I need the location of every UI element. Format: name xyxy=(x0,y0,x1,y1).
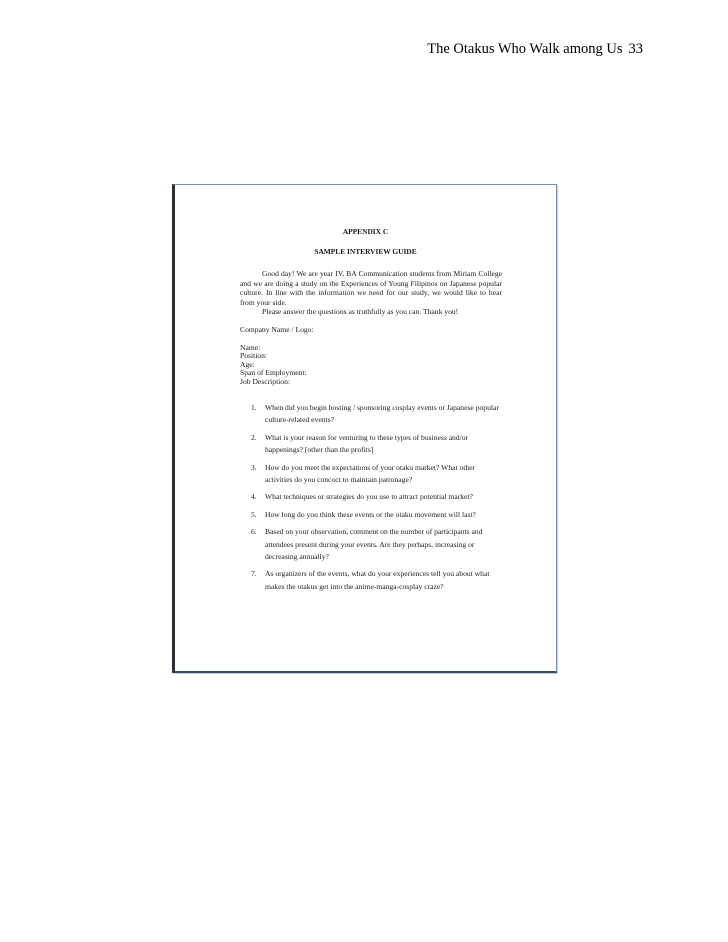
respondent-fields xyxy=(240,344,307,386)
running-title: The Otakus Who Walk among Us xyxy=(427,41,623,57)
question-text: What techniques or strategies do you use to attract potential market? xyxy=(265,492,473,502)
question-item xyxy=(251,526,503,563)
intro-text xyxy=(240,269,502,317)
question-number: 1. xyxy=(251,403,257,412)
question-number: 2. xyxy=(251,432,257,442)
question-text: When did you begin hosting / sponsoring cosplay events or Japanese popular culture-related events? xyxy=(265,403,499,425)
question-item xyxy=(251,432,503,457)
question-text: How long do you think these events or the otaku movement will last? xyxy=(265,509,476,519)
question-text: As organizers of the events, what do your experiences tell you about what makes the otakus get into the anime-manga-cosplay craze? xyxy=(265,569,490,591)
question-number: 4. xyxy=(251,492,257,502)
field-position: Position: xyxy=(240,351,268,361)
running-head xyxy=(427,41,643,58)
question-item xyxy=(251,491,503,503)
question-item xyxy=(251,509,503,521)
company-label: Company Name / Logo: xyxy=(240,325,314,334)
intro-paragraph: Good day! We are year IV, BA Communication students from Miriam College and we are doing a study on the Experiences of Young Filipinos on Japanese popular culture. In line with the information we need for our study, we would like to hear from your side. xyxy=(240,269,502,307)
field-name: Name: xyxy=(240,343,261,352)
question-item xyxy=(251,568,503,593)
appendix-title: APPENDIX C xyxy=(342,227,389,236)
question-number: 5. xyxy=(251,509,257,519)
question-text: How do you meet the expectations of your otaku market? What other activities do you concoct to maintain patronage? xyxy=(265,462,476,485)
intro-request: Please answer the questions as truthfully as you can. Thank you! xyxy=(262,307,459,317)
guide-title: SAMPLE INTERVIEW GUIDE xyxy=(314,247,417,256)
appendix-figure xyxy=(172,184,557,673)
question-list xyxy=(251,402,503,598)
question-text: What is your reason for venturing to these types of business and/or happenings? [other than the profits] xyxy=(265,432,469,455)
question-number: 7. xyxy=(251,569,257,579)
question-text: Based on your observation, comment on the number of participants and attendees present during your events. Are they perhaps, increasing or decreasing annually? xyxy=(265,527,483,562)
field-age: Age: xyxy=(240,359,255,369)
page-number: 33 xyxy=(628,41,643,57)
question-item xyxy=(251,462,503,487)
scanned-document xyxy=(175,185,556,671)
question-item xyxy=(251,402,503,427)
field-job-description: Job Description: xyxy=(240,376,290,386)
question-number: 6. xyxy=(251,527,257,537)
question-number: 3. xyxy=(251,462,257,472)
field-span-of-employment: Span of Employment: xyxy=(240,368,307,378)
